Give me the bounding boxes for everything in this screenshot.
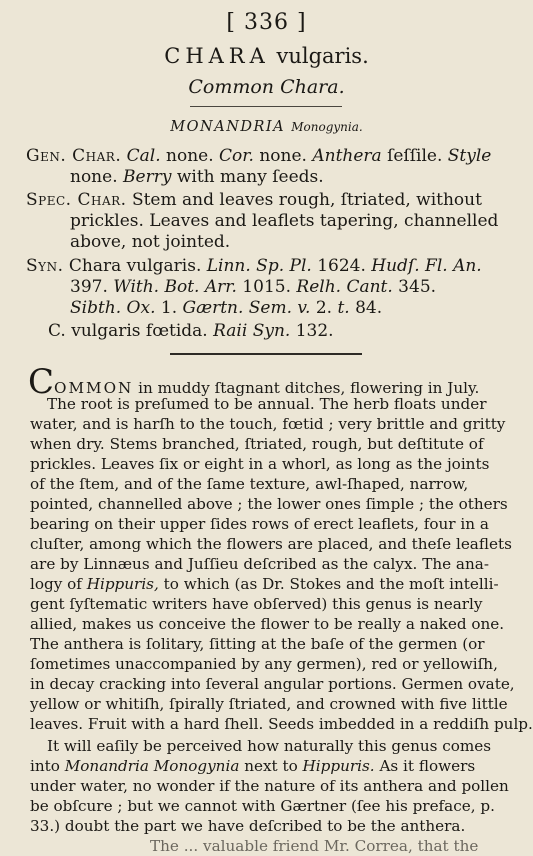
text: 2. (310, 298, 338, 318)
text: 84. (349, 298, 383, 318)
page-title (0, 44, 533, 68)
body-line-14: The anthera is ſolitary, ſitting at the baſe of the germen (or (30, 635, 485, 653)
syn-line-2 (70, 277, 436, 298)
text-italic: Relh. Cant. (296, 277, 393, 297)
body-line-7: pointed, channelled above ; the lower ones ſimple ; the others (30, 495, 508, 513)
body-line-8: bearing on their upper ſides rows of erect leaflets, four in a (30, 515, 489, 533)
body-line-4: when dry. Stems branched, ſtriated, rough, but deſtitute of (30, 435, 484, 453)
text-italic: Hippuris. (302, 757, 375, 775)
drop-initial: C (28, 362, 55, 402)
class-main: MONANDRIA (170, 119, 286, 135)
body-line-9: cluſter, among which the flowers are placed, and theſe leaflets (30, 535, 512, 553)
body-line-13: allied, makes us conceive the flower to be really a naked one. (30, 615, 505, 633)
body-line-3: water, and is harſh to the touch, fœtid ; very brittle and gritty (30, 415, 506, 433)
text-italic: Berry (123, 167, 172, 187)
body-line-21: under water, no wonder if the nature of its anthera and pollen (30, 777, 509, 795)
text: Stem and leaves rough, ſtriated, without (131, 190, 482, 210)
text-italic: Raii Syn. (213, 321, 291, 341)
text: Chara vulgaris. (68, 256, 207, 276)
text: 397. (70, 277, 114, 297)
body-line-11 (30, 574, 499, 594)
body-line-5: prickles. Leaves ſix or eight in a whorl, as long as the joints (30, 455, 490, 473)
body-line-22: be obſcure ; but we cannot with Gærtner (ſee his preface, p. (30, 797, 495, 815)
body-line-10: are by Linnæus and Juſſieu deſcribed as the calyx. The ana- (30, 555, 489, 573)
text-italic: With. Bot. Arr. (113, 277, 237, 297)
text-italic: Cor. (219, 146, 254, 166)
text: C. vulgaris fœtida. (48, 321, 214, 341)
text: ſeſſile. (381, 146, 448, 166)
syn-line-1 (26, 256, 482, 277)
text-italic: Monandria Monogynia (64, 757, 240, 775)
body-line-15: ſometimes unaccompanied by any germen), red or yellowiſh, (30, 655, 498, 673)
text-italic: Anthera (312, 146, 382, 166)
body-line-20 (30, 756, 475, 776)
body-line-19: It will eaſily be perceived how naturally this genus comes (47, 737, 492, 755)
body-line-23: 33.) doubt the part we have deſcribed to be the anthera. (30, 817, 466, 835)
text: next to (239, 757, 303, 775)
spec-char-line-1 (26, 190, 482, 211)
body-line-cut: The ... valuable friend Mr. Correa, that the (150, 837, 479, 855)
text: 1624. (311, 256, 372, 276)
text-italic: Gærtn. Sem. v. (182, 298, 311, 318)
text: 132. (290, 321, 334, 341)
spec-char-line-2: prickles. Leaves and leaflets tapering, channelled (70, 211, 499, 231)
spec-char-line-3: above, not jointed. (70, 232, 231, 252)
text-italic: Hippuris, (86, 575, 159, 593)
class-order: Monogynia. (291, 120, 363, 134)
text-italic: t. (337, 298, 350, 318)
syn-label: Syn. (26, 256, 64, 276)
divider-short (190, 106, 342, 107)
gen-char-line-2 (70, 167, 324, 188)
text: in muddy ſtagnant ditches, flowering in July. (133, 379, 480, 397)
body-line-12: gent ſyſtematic writers have obſerved) this genus is nearly (30, 595, 483, 613)
page-number: [ 336 ] (226, 10, 307, 35)
text: 345. (392, 277, 437, 297)
linnaean-class (0, 119, 533, 135)
gen-char-line-1 (26, 146, 491, 167)
species-name: vulgaris. (276, 44, 369, 68)
body-line-2: The root is preſumed to be annual. The herb floats under (47, 395, 487, 413)
body-line-17: yellow or whitiſh, ſpirally ſtriated, and crowned with five little (30, 695, 508, 713)
divider-long (170, 353, 362, 355)
text-italic: Sibth. Ox. (70, 298, 156, 318)
text-italic: Hudſ. Fl. An. (371, 256, 482, 276)
spec-char-label: Spec. Char. (26, 190, 127, 210)
body-line-18: leaves. Fruit with a hard ſhell. Seeds imbedded in a reddiſh pulp. (30, 715, 533, 733)
text: logy of (30, 575, 87, 593)
text: 1. (155, 298, 183, 318)
body-line-6: of the ſtem, and of the ſame texture, awl-ſhaped, narrow, (30, 475, 469, 493)
gen-char-label: Gen. Char. (26, 146, 122, 166)
text: none. (253, 146, 313, 166)
text: none. (160, 146, 220, 166)
text: As it flowers (374, 757, 476, 775)
text: none. (70, 167, 124, 187)
text: with many ſeeds. (171, 167, 324, 187)
text: into (30, 757, 65, 775)
first-word: OMMON (54, 379, 134, 397)
text-italic: Linn. Sp. Pl. (206, 256, 312, 276)
text-italic: Cal. (126, 146, 161, 166)
text: to which (as Dr. Stokes and the moſt intelli- (158, 575, 499, 593)
text-italic: Style (447, 146, 492, 166)
body-line-16: in decay cracking into ſeveral angular portions. Germen ovate, (30, 675, 515, 693)
text: 1015. (236, 277, 297, 297)
common-name: Common Chara. (188, 76, 345, 98)
syn-line-4 (48, 321, 334, 342)
syn-line-3 (70, 298, 382, 319)
genus-name: CHARA (164, 44, 270, 68)
